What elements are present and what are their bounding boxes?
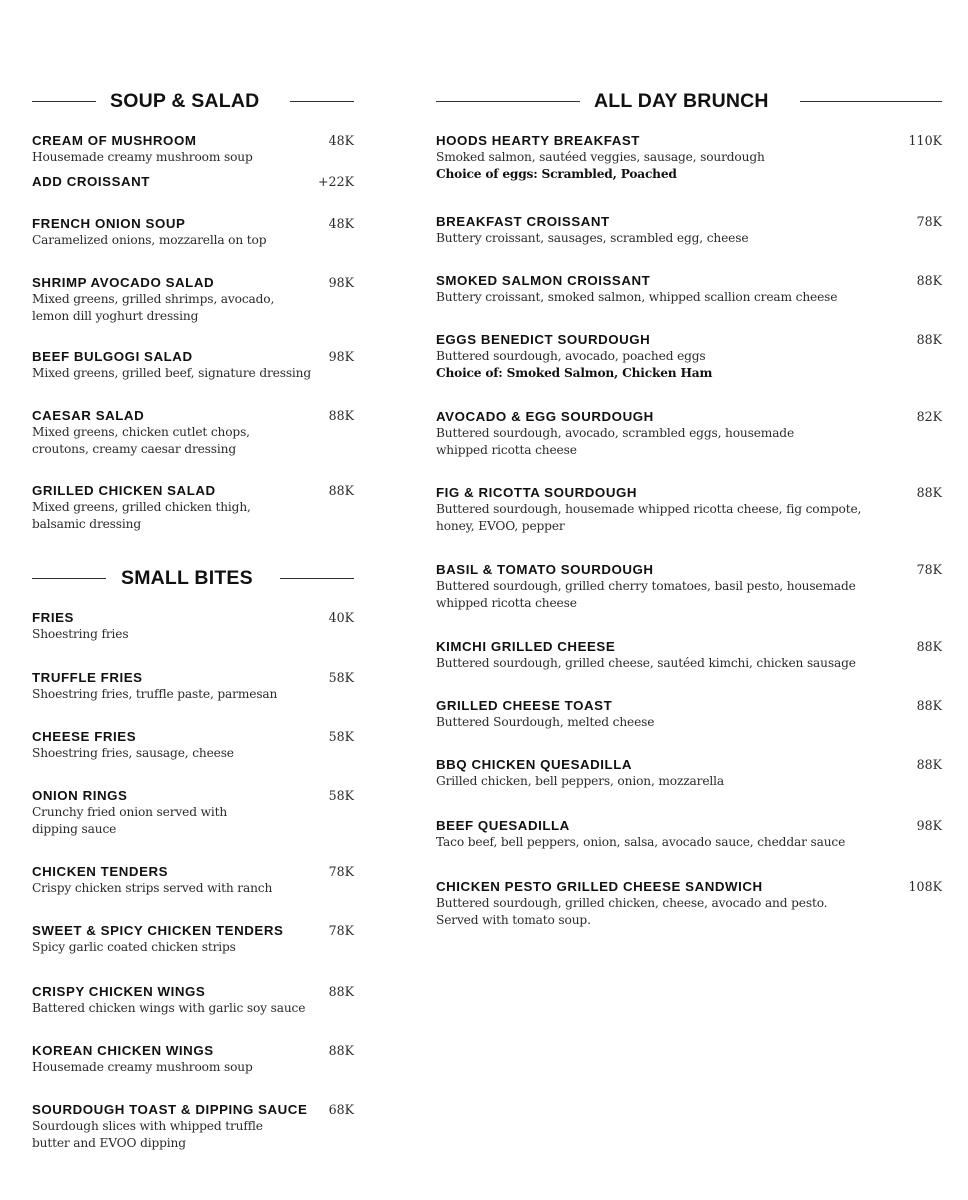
item-description: croutons, creamy caesar dressing: [32, 441, 236, 456]
menu-item: [32, 729, 354, 762]
item-description: Smoked salmon, sautéed veggies, sausage, sourdough: [436, 150, 765, 164]
item-description: balsamic dressing: [32, 516, 141, 531]
item-description: Mixed greens, grilled chicken thigh,: [32, 500, 251, 514]
divider-line: [290, 101, 354, 102]
menu-item: [32, 788, 354, 837]
menu-item-addon: [32, 174, 354, 190]
item-price: 58K: [328, 788, 354, 803]
item-description: honey, EVOO, pepper: [436, 518, 565, 533]
divider-line: [32, 578, 106, 579]
item-description: dipping sauce: [32, 821, 117, 836]
item-description: Buttery croissant, smoked salmon, whipped scallion cream cheese: [436, 290, 838, 304]
item-description: Battered chicken wings with garlic soy sauce: [32, 1001, 306, 1015]
item-price: 68K: [328, 1102, 354, 1117]
menu-item: [436, 332, 942, 381]
section-header-soup-salad: [32, 89, 354, 113]
item-description: Mixed greens, grilled beef, signature dressing: [32, 366, 312, 380]
item-name: EGGS BENEDICT SOURDOUGH: [436, 332, 651, 347]
divider-line: [280, 578, 354, 579]
menu-item: [436, 879, 942, 928]
item-name: CHICKEN PESTO GRILLED CHEESE SANDWICH: [436, 879, 763, 894]
item-price: 82K: [916, 409, 942, 424]
menu-item: [32, 483, 354, 532]
item-description: Mixed greens, grilled shrimps, avocado,: [32, 292, 275, 306]
menu-item: [32, 923, 354, 956]
divider-line: [32, 101, 96, 102]
menu-item: [436, 485, 942, 534]
item-description: Sourdough slices with whipped truffle: [32, 1119, 263, 1133]
item-price: 78K: [328, 923, 354, 938]
item-price: 88K: [328, 483, 354, 498]
item-description: Crunchy fried onion served with: [32, 805, 228, 819]
menu-item: [32, 864, 354, 897]
item-name: KOREAN CHICKEN WINGS: [32, 1043, 214, 1058]
item-price: 88K: [916, 639, 942, 654]
item-price: 58K: [328, 729, 354, 744]
item-name: SHRIMP AVOCADO SALAD: [32, 275, 215, 290]
menu-item: [32, 1102, 354, 1151]
menu-item: [32, 984, 354, 1017]
item-price: 98K: [328, 275, 354, 290]
item-price: 88K: [916, 757, 942, 772]
item-name: ONION RINGS: [32, 788, 128, 803]
item-description: Buttery croissant, sausages, scrambled egg, cheese: [436, 231, 749, 245]
item-name: FIG & RICOTTA SOURDOUGH: [436, 485, 638, 500]
item-name: AVOCADO & EGG SOURDOUGH: [436, 409, 654, 424]
menu-item: [32, 133, 354, 166]
item-choice: Choice of eggs: Scrambled, Poached: [436, 166, 677, 181]
section-header-small-bites: [32, 566, 354, 590]
section-title-soup-salad: SOUP & SALAD: [110, 90, 260, 112]
item-name: ADD CROISSANT: [32, 174, 150, 189]
item-price: 58K: [328, 670, 354, 685]
item-price: 48K: [328, 216, 354, 231]
menu-item: [436, 214, 942, 247]
item-description: lemon dill yoghurt dressing: [32, 308, 199, 323]
menu-item: [32, 610, 354, 643]
item-description: Caramelized onions, mozzarella on top: [32, 233, 267, 247]
item-name: SOURDOUGH TOAST & DIPPING SAUCE: [32, 1102, 308, 1117]
item-name: SMOKED SALMON CROISSANT: [436, 273, 651, 288]
item-name: CRISPY CHICKEN WINGS: [32, 984, 206, 999]
item-price: 40K: [328, 610, 354, 625]
item-price: 110K: [908, 133, 942, 148]
item-name: GRILLED CHEESE TOAST: [436, 698, 613, 713]
item-name: BBQ CHICKEN QUESADILLA: [436, 757, 633, 772]
item-description: Mixed greens, chicken cutlet chops,: [32, 425, 250, 439]
item-name: BEEF BULGOGI SALAD: [32, 349, 193, 364]
item-description: Buttered sourdough, avocado, poached eggs: [436, 349, 706, 363]
item-description: Housemade creamy mushroom soup: [32, 150, 253, 164]
item-price: 98K: [916, 818, 942, 833]
item-description: Crispy chicken strips served with ranch: [32, 881, 273, 895]
menu-item: [32, 670, 354, 703]
section-header-all-day-brunch: [436, 89, 942, 113]
item-description: Buttered sourdough, grilled cheese, sautéed kimchi, chicken sausage: [436, 656, 856, 670]
item-description: Shoestring fries, sausage, cheese: [32, 746, 234, 760]
divider-line: [800, 101, 942, 102]
item-price: 88K: [328, 1043, 354, 1058]
menu-item: [436, 639, 942, 672]
menu-item: [436, 698, 942, 731]
item-name: CAESAR SALAD: [32, 408, 145, 423]
item-price: 78K: [328, 864, 354, 879]
item-name: CREAM OF MUSHROOM: [32, 133, 197, 148]
item-description: Spicy garlic coated chicken strips: [32, 940, 236, 954]
item-description: butter and EVOO dipping: [32, 1135, 186, 1150]
menu-item: [436, 273, 942, 306]
item-price: +22K: [318, 174, 354, 189]
item-description: Buttered sourdough, avocado, scrambled eggs, housemade: [436, 426, 795, 440]
item-description: whipped ricotta cheese: [436, 595, 577, 610]
item-price: 48K: [328, 133, 354, 148]
item-name: BREAKFAST CROISSANT: [436, 214, 610, 229]
item-price: 108K: [908, 879, 942, 894]
item-name: CHEESE FRIES: [32, 729, 137, 744]
item-price: 78K: [916, 214, 942, 229]
item-name: HOODS HEARTY BREAKFAST: [436, 133, 640, 148]
item-name: FRENCH ONION SOUP: [32, 216, 186, 231]
item-name: BASIL & TOMATO SOURDOUGH: [436, 562, 654, 577]
item-price: 88K: [916, 698, 942, 713]
item-price: 98K: [328, 349, 354, 364]
item-price: 88K: [916, 273, 942, 288]
item-name: CHICKEN TENDERS: [32, 864, 169, 879]
item-description: Buttered sourdough, grilled cherry tomatoes, basil pesto, housemade: [436, 579, 856, 593]
menu-item: [32, 275, 354, 324]
item-choice: Choice of: Smoked Salmon, Chicken Ham: [436, 365, 713, 380]
item-price: 78K: [916, 562, 942, 577]
menu-item: [32, 349, 354, 382]
menu-item: [436, 133, 942, 182]
item-name: KIMCHI GRILLED CHEESE: [436, 639, 616, 654]
menu-item: [32, 216, 354, 249]
item-description: Housemade creamy mushroom soup: [32, 1060, 253, 1074]
item-description: Buttered Sourdough, melted cheese: [436, 715, 655, 729]
menu-item: [436, 409, 942, 458]
item-description: Shoestring fries: [32, 627, 129, 641]
menu-item: [32, 1043, 354, 1076]
item-description: Shoestring fries, truffle paste, parmesan: [32, 687, 278, 701]
item-name: SWEET & SPICY CHICKEN TENDERS: [32, 923, 284, 938]
item-description: Grilled chicken, bell peppers, onion, mozzarella: [436, 774, 725, 788]
item-description: Buttered sourdough, grilled chicken, cheese, avocado and pesto.: [436, 896, 828, 910]
item-description: Taco beef, bell peppers, onion, salsa, avocado sauce, cheddar sauce: [436, 835, 846, 849]
item-name: TRUFFLE FRIES: [32, 670, 143, 685]
item-description: whipped ricotta cheese: [436, 442, 577, 457]
menu-item: [32, 408, 354, 457]
item-price: 88K: [328, 984, 354, 999]
menu-item: [436, 757, 942, 790]
item-price: 88K: [916, 485, 942, 500]
section-title-small-bites: SMALL BITES: [121, 567, 253, 589]
item-price: 88K: [328, 408, 354, 423]
menu-item: [436, 818, 942, 851]
item-name: BEEF QUESADILLA: [436, 818, 570, 833]
menu-item: [436, 562, 942, 611]
item-name: GRILLED CHICKEN SALAD: [32, 483, 216, 498]
divider-line: [436, 101, 580, 102]
item-name: FRIES: [32, 610, 74, 625]
section-title-all-day-brunch: ALL DAY BRUNCH: [594, 90, 769, 112]
item-price: 88K: [916, 332, 942, 347]
item-description: Served with tomato soup.: [436, 912, 591, 927]
item-description: Buttered sourdough, housemade whipped ricotta cheese, fig compote,: [436, 502, 862, 516]
